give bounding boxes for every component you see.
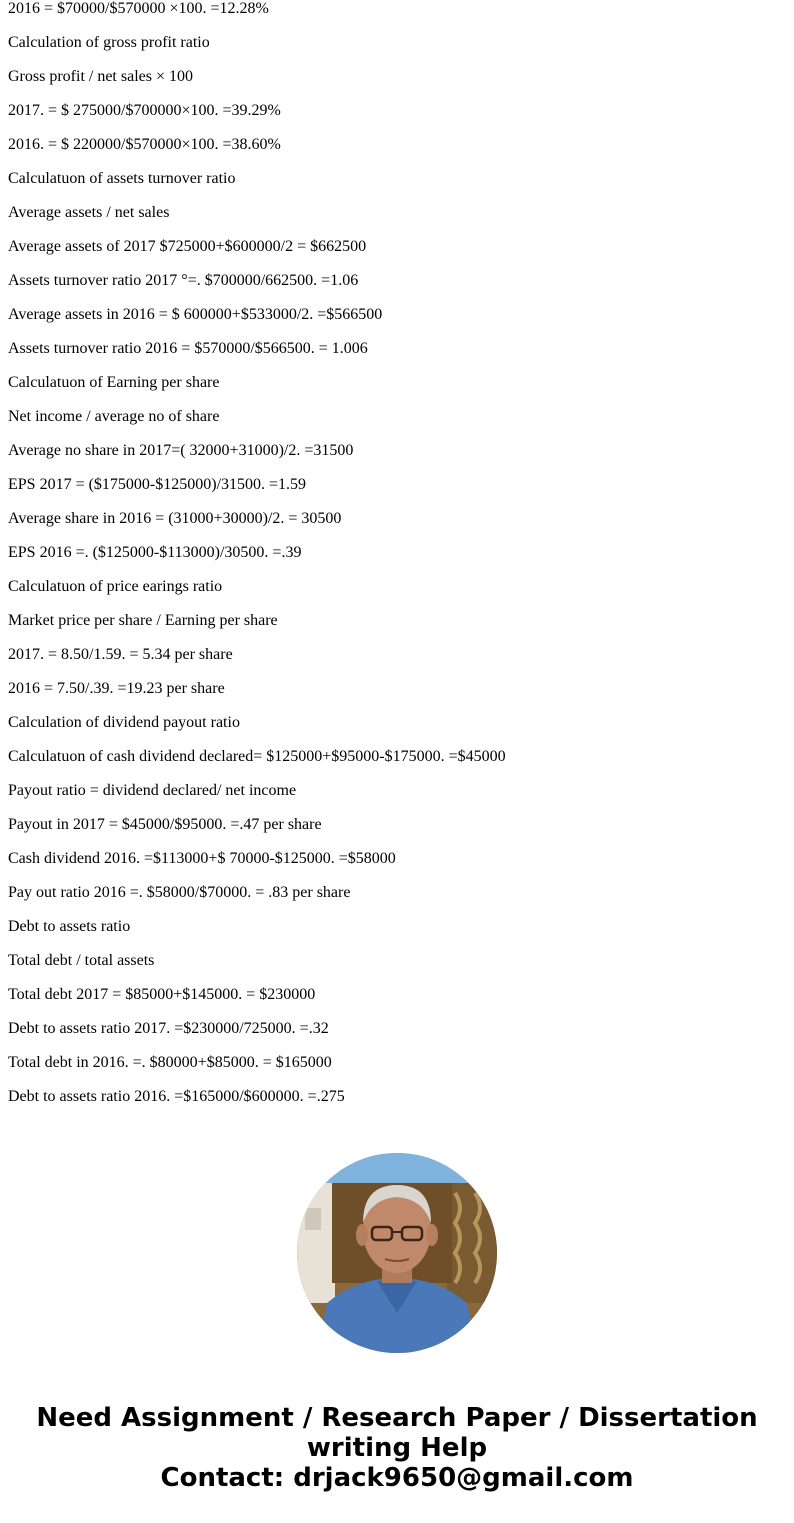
text-line: Assets turnover ratio 2017 °=. $700000/662500. =1.06 xyxy=(8,272,359,289)
text-line: Average no share in 2017=( 32000+31000)/2. =31500 xyxy=(8,442,354,459)
contact-banner xyxy=(0,1403,794,1493)
text-line: 2016 = 7.50/.39. =19.23 per share xyxy=(8,680,225,697)
text-line: Assets turnover ratio 2016 = $570000/$566500. = 1.006 xyxy=(8,340,368,357)
text-line: EPS 2017 = ($175000-$125000)/31500. =1.59 xyxy=(8,476,307,493)
text-line: Calculatuon of cash dividend declared= $125000+$95000-$175000. =$45000 xyxy=(8,748,506,765)
text-line: 2016. = $ 220000/$570000×100. =38.60% xyxy=(8,136,281,153)
text-line: Debt to assets ratio 2016. =$165000/$600000. =.275 xyxy=(8,1088,345,1105)
cta-headline: Need Assignment / Research Paper / Dissertation xyxy=(36,1403,758,1433)
text-line: Cash dividend 2016. =$113000+$ 70000-$125000. =$58000 xyxy=(8,850,396,867)
text-line: Market price per share / Earning per share xyxy=(8,612,278,629)
cta-contact-email[interactable]: Contact: drjack9650@gmail.com xyxy=(160,1463,634,1493)
text-line: Total debt / total assets xyxy=(8,952,155,969)
text-line: Payout ratio = dividend declared/ net income xyxy=(8,782,297,799)
text-line: Payout in 2017 = $45000/$95000. =.47 per share xyxy=(8,816,322,833)
text-line: 2017. = 8.50/1.59. = 5.34 per share xyxy=(8,646,233,663)
text-line: Gross profit / net sales × 100 xyxy=(8,68,193,85)
text-line: Total debt in 2016. =. $80000+$85000. = $165000 xyxy=(8,1054,332,1071)
text-line: Total debt 2017 = $85000+$145000. = $230000 xyxy=(8,986,316,1003)
cta-subheadline: writing Help xyxy=(306,1433,488,1463)
text-line: Average assets in 2016 = $ 600000+$533000/2. =$566500 xyxy=(8,306,383,323)
text-line: Calculation of gross profit ratio xyxy=(8,34,210,51)
text-line: 2016 = $70000/$570000 ×100. =12.28% xyxy=(8,0,269,17)
text-line: Debt to assets ratio xyxy=(8,918,131,935)
text-line: Calculatuon of Earning per share xyxy=(8,374,220,391)
text-line: Average share in 2016 = (31000+30000)/2. = 30500 xyxy=(8,510,342,527)
text-line: 2017. = $ 275000/$700000×100. =39.29% xyxy=(8,102,281,119)
text-line: Debt to assets ratio 2017. =$230000/725000. =.32 xyxy=(8,1020,329,1037)
author-portrait-image xyxy=(297,1153,497,1353)
text-line: EPS 2016 =. ($125000-$113000)/30500. =.39 xyxy=(8,544,302,561)
author-avatar xyxy=(297,1153,497,1353)
text-line: Calculatuon of price earings ratio xyxy=(8,578,223,595)
text-line: Calculatuon of assets turnover ratio xyxy=(8,170,236,187)
text-line: Pay out ratio 2016 =. $58000/$70000. = .83 per share xyxy=(8,884,351,901)
text-line: Net income / average no of share xyxy=(8,408,220,425)
text-line: Average assets / net sales xyxy=(8,204,170,221)
solution-text xyxy=(8,0,788,1114)
text-line: Average assets of 2017 $725000+$600000/2 = $662500 xyxy=(8,238,367,255)
text-line: Calculation of dividend payout ratio xyxy=(8,714,240,731)
